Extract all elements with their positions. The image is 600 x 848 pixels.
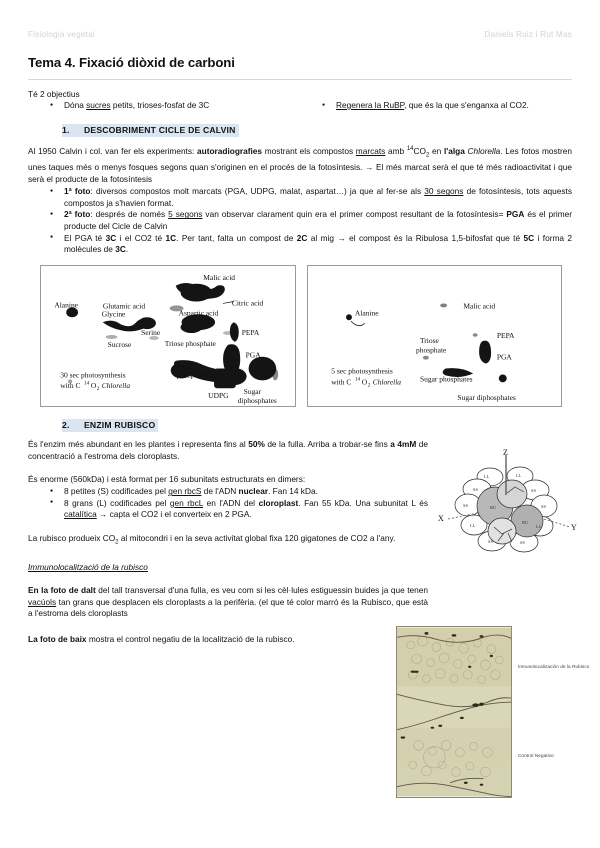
s1-p1-autoradiografies: autoradiografies: [197, 145, 263, 156]
rubisco-structure-diagram: [432, 449, 580, 581]
page-title: [28, 55, 572, 70]
svg-text:Citric acid: Citric acid: [231, 298, 264, 308]
section-2-number: 2.: [62, 420, 70, 431]
s2-b2-a: 8 grans (L) codificades pel: [64, 497, 170, 508]
s1-b3-5c: 5C: [523, 232, 535, 243]
svg-text:SS: SS: [473, 487, 478, 492]
section-2-title: ENZIM RUBISCO: [84, 420, 156, 431]
rubisco-axis-y-label: Y: [571, 523, 577, 532]
s2-b1-b: de l'ADN: [201, 486, 239, 497]
section-3-paragraph-1: [28, 585, 428, 620]
section-heading-1: [62, 124, 239, 137]
objectives-row: [28, 99, 572, 112]
svg-text:PGA: PGA: [245, 350, 261, 360]
s1-p1-j: . Les fotos mostren unes taques més o menys fosques segons quan s'originen en el procés de la fotosíntesis. → El més marcat serà el que té més radioactivitat i que serà el producte de la fotosíntesis: [28, 145, 572, 184]
svg-text:14: 14: [83, 380, 90, 387]
section-2-bullets: [28, 486, 428, 521]
svg-text:Sugar phosphates: Sugar phosphates: [419, 374, 473, 384]
figure-30sec-autoradiograph: [40, 265, 296, 407]
s1-p1-chlorella: Chlorella: [467, 145, 501, 156]
s1-b1-lead: 1ª foto: [64, 186, 91, 197]
s1-p1-co: CO: [413, 145, 426, 156]
s2-b2-gen-rbcl: gen rbcL: [169, 497, 204, 508]
s3-p1-b: tan grans que desplacen els cloroplasts a la perifèria. (el que té color marró és la Rubisco, que està a l'estroma dels cloroplasts: [28, 596, 428, 619]
section-1-bullets: [28, 186, 572, 256]
s1-b2-5segons: 5 segons: [168, 209, 203, 220]
svg-text:LL: LL: [470, 523, 476, 528]
objective-left-text-c: petits, trioses-fosfat de 3C: [110, 100, 210, 110]
running-header: [28, 0, 572, 39]
svg-text:SS: SS: [520, 540, 525, 545]
title-divider: [28, 79, 572, 80]
svg-text:Serine: Serine: [141, 327, 161, 337]
objective-right-underlined: Regenera la RuBP: [336, 100, 405, 110]
s2-b2-b: en l'ADN del: [203, 497, 259, 508]
s1-b3-a: El PGA té: [64, 232, 106, 243]
section-2-paragraph-2: És enorme (560kDa) i està format per 16 subunitats estructurats en dimers:: [28, 473, 306, 484]
objective-right-text: , que és la que s'enganxa al CO2.: [404, 100, 529, 110]
svg-text:Triose phosphate: Triose phosphate: [164, 338, 216, 348]
objective-column-left: [28, 99, 300, 112]
micrograph-caption-top: Inmunolocalización de la Rubisco: [518, 664, 590, 669]
svg-text:Chlorella: Chlorella: [101, 381, 131, 391]
svg-text:2: 2: [367, 382, 370, 389]
figure-5sec-autoradiograph: [307, 265, 563, 407]
svg-text:Sugar diphosphates: Sugar diphosphates: [456, 392, 516, 402]
s1-b2-a: : després de només: [90, 209, 169, 220]
svg-text:SS: SS: [463, 503, 468, 508]
svg-text:Glycine: Glycine: [101, 309, 126, 319]
svg-text:PEPA: PEPA: [496, 330, 514, 340]
s1-b2-c: és el primer producte del Cicle de Calvin: [64, 209, 572, 232]
s1-b2-pga: PGA: [506, 209, 525, 220]
micrograph-caption-bottom: Control Negativo: [518, 753, 554, 758]
section-1-title: DESCOBRIMENT CICLE DE CALVIN: [84, 125, 236, 136]
svg-text:SS: SS: [531, 488, 536, 493]
s2-b2-catalitica: catalítica: [64, 509, 97, 520]
s1-b3-3c: 3C: [105, 232, 117, 243]
s2-b2-d: → capta el CO2 i el converteix en 2 PGA.: [96, 509, 252, 520]
list-item: [50, 233, 572, 256]
list-item: [50, 100, 300, 112]
s1-b3-f: .: [125, 244, 129, 255]
s1-p1-marcats: marcats: [355, 145, 386, 156]
svg-text:O: O: [361, 377, 367, 387]
title-main: Fixació diòxid de carboni: [79, 55, 235, 70]
svg-text:Alanine: Alanine: [354, 308, 379, 318]
svg-text:LL: LL: [536, 524, 542, 529]
s1-b3-c: . Per tant, falta un compost de: [176, 232, 297, 243]
section-heading-2: [62, 419, 158, 432]
svg-text:LL: LL: [516, 473, 522, 478]
header-course-label: Fisiologia vegetal: [28, 30, 95, 39]
svg-text:PEPA: PEPA: [241, 327, 260, 337]
objective-left-underlined: sucres: [86, 100, 111, 110]
svg-text:SS: SS: [488, 539, 493, 544]
svg-text:2: 2: [96, 386, 100, 393]
s2-p1-c: de la fulla. Arriba a trobar-se fins: [264, 439, 391, 450]
svg-text:5 sec photosynthesis: 5 sec photosynthesis: [330, 366, 393, 376]
s2-b1-gen-rbcs: gen rbcS: [168, 486, 202, 497]
s1-b3-b: i el CO2 té: [116, 232, 166, 243]
title-prefix: Tema 4.: [28, 55, 76, 70]
svg-text:Sucrose: Sucrose: [107, 339, 132, 349]
header-authors-label: Daniela Ruiz i Rut Mas: [484, 30, 572, 39]
s2-p1-a: És l'enzim més abundant en les plantes i representa fins al: [28, 439, 249, 450]
rubisco-axis-x-label: X: [438, 514, 444, 523]
s1-b2-lead: 2ª foto: [64, 209, 91, 220]
section-3-heading: Immunolocalització de la rubisco: [28, 562, 148, 573]
list-item: [50, 186, 572, 209]
section-2-paragraph-1: [28, 439, 428, 462]
chromatography-figures: [28, 265, 572, 407]
svg-text:Glutamic acid: Glutamic acid: [102, 301, 146, 311]
s1-b3-d: al mig → el compost és la Ribulosa 1,5-bifosfat que té: [307, 232, 524, 243]
s2-b1-c: . Fan 14 kDa.: [268, 486, 318, 497]
list-item: [50, 486, 428, 498]
s3-p1-vacuols: vacúols: [28, 596, 57, 607]
svg-text:SS: SS: [541, 504, 546, 509]
micrograph-image: [396, 626, 512, 798]
s1-b2-b: van observar clarament quin era el primer compost resultant de la fotosíntesis=: [202, 209, 507, 220]
section-3-paragraph-2: [28, 634, 428, 646]
svg-text:Malic acid: Malic acid: [203, 272, 236, 282]
s1-p1-isotope: 14: [406, 146, 414, 153]
svg-text:RU: RU: [490, 505, 497, 510]
s1-p1-a: Al 1950 Calvin i col. van fer els experiments:: [28, 145, 198, 156]
s2-p1-e: de concentració a l'estroma dels cloroplasts.: [28, 439, 428, 461]
svg-text:with C: with C: [330, 377, 351, 387]
s2-b1-a: 8 petites (S) codificades pel: [64, 486, 169, 497]
s1-p1-c: mostrant els compostos: [262, 145, 356, 156]
svg-text:Chlorella: Chlorella: [372, 377, 401, 387]
svg-text:LL: LL: [484, 474, 490, 479]
s1-b3-e: i forma 2 molècules de: [64, 232, 573, 255]
objective-left-text-a: Dóna: [64, 100, 87, 110]
svg-text:phosphate: phosphate: [415, 345, 446, 355]
s1-b1-30segons: 30 segons: [424, 186, 464, 197]
svg-text:14: 14: [354, 376, 360, 383]
list-item: [322, 100, 572, 112]
svg-text:Malic acid: Malic acid: [462, 301, 495, 311]
svg-text:30 sec photosynthesis: 30 sec photosynthesis: [60, 370, 126, 380]
svg-text:O: O: [90, 381, 97, 391]
svg-text:Sugar: Sugar: [174, 361, 193, 371]
section-1-number: 1.: [62, 125, 70, 136]
svg-text:phosphates: phosphates: [176, 370, 210, 380]
svg-text:Triose: Triose: [419, 335, 439, 345]
s3-p2-bold: La foto de baix: [28, 633, 87, 644]
svg-text:Sugar: Sugar: [243, 387, 262, 397]
svg-text:RU: RU: [522, 520, 529, 525]
svg-text:PGA: PGA: [496, 352, 512, 362]
s2-p3-sub: 2: [115, 539, 119, 546]
s1-b3-1c: 1C: [165, 232, 177, 243]
s1-b1-b: de fotosíntesis, tots aquests compostos ja s'havien format.: [64, 186, 573, 208]
s2-p3-a: La rubisco produeix CO: [28, 532, 116, 543]
s2-p3-b: al mitocondri i en la seva activitat global fixa 120 gigatones de CO2 a l'any.: [118, 532, 396, 543]
s3-p1-bold: En la foto de dalt: [28, 585, 96, 596]
s1-p1-g: en: [429, 145, 444, 156]
s1-b3-3c2: 3C: [115, 244, 126, 255]
s1-b3-2c: 2C: [296, 232, 308, 243]
svg-text:with C: with C: [60, 381, 81, 391]
s1-p1-co-sub: 2: [425, 152, 430, 159]
list-item: [50, 209, 572, 232]
rubisco-axis-z-label: Z: [503, 449, 508, 457]
s2-b2-c: . Fan 55 kDa. Una subunitat L és: [298, 497, 428, 508]
section-1-paragraph: [28, 144, 572, 185]
s2-b1-nuclear: nuclear: [238, 486, 269, 497]
s1-b1-a: : diversos compostos molt marcats (PGA, UDPG, malat, aspartat…) ja que al fer-se als: [90, 186, 425, 197]
s2-p1-4mm: a 4mM: [390, 439, 417, 450]
s1-p1-lalga: l'alga: [443, 145, 465, 156]
s3-p1-a: del tall transversal d'una fulla, es veu com si les cèl·lules estiguessin buides ja que tenen: [95, 585, 428, 596]
objectives-lead: Té 2 objectius: [28, 89, 80, 99]
list-item: [50, 498, 428, 521]
svg-text:Alanine: Alanine: [54, 300, 79, 310]
s3-p2-a: mostra el control negatiu de la localització de la rubisco.: [86, 633, 295, 644]
svg-text:UDPG: UDPG: [208, 390, 229, 400]
svg-text:diphosphates: diphosphates: [237, 395, 277, 405]
s1-p1-e: amb: [385, 145, 407, 156]
s2-b2-cloroplast: cloroplast: [258, 497, 299, 508]
objective-column-right: [300, 99, 572, 112]
svg-text:Aspartic acid: Aspartic acid: [178, 308, 219, 318]
s2-p1-50pct: 50%: [248, 439, 265, 450]
